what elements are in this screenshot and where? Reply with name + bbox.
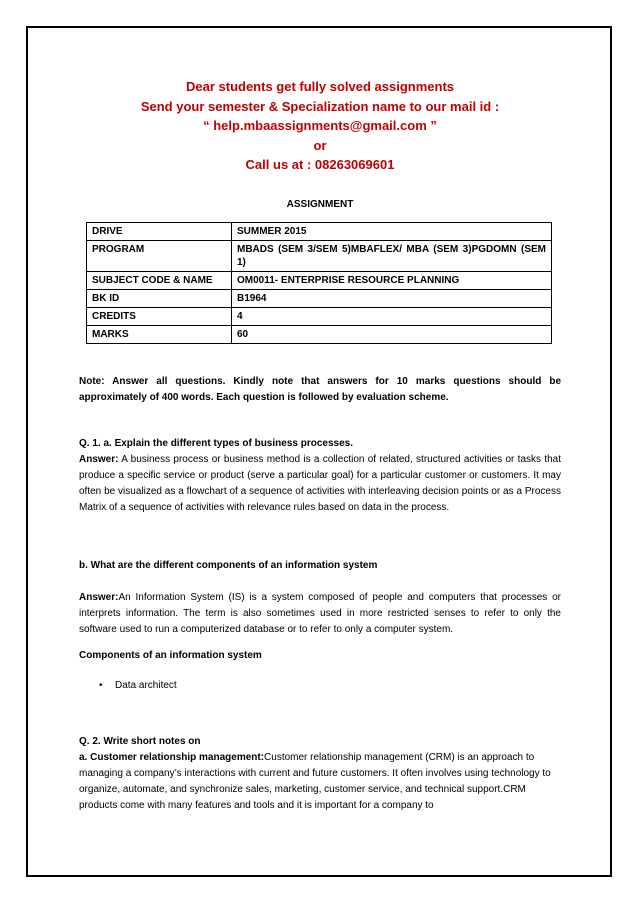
table-key: MARKS [87, 326, 232, 344]
promo-line-1: Dear students get fully solved assignments [185, 79, 455, 94]
table-value: MBADS (SEM 3/SEM 5)MBAFLEX/ MBA (SEM 3)PGDOMN (SEM 1) [232, 241, 552, 272]
table-value: 60 [232, 326, 552, 344]
table-value: SUMMER 2015 [232, 223, 552, 241]
table-value: 4 [232, 308, 552, 326]
table-key: SUBJECT CODE & NAME [87, 272, 232, 290]
table-key: DRIVE [87, 223, 232, 241]
table-row [87, 308, 552, 326]
q1a-question: Q. 1. a. Explain the different types of business processes. [79, 438, 353, 449]
table-value: B1964 [232, 290, 552, 308]
list-item [99, 678, 561, 694]
table-row [87, 326, 552, 344]
table-row [87, 223, 552, 241]
bullet-icon: • [99, 680, 103, 691]
answer-text: A business process or business method is a collection of related, structured activities or tasks that produce a specific service or product (serve a particular goal) for a particular customer or customers. It may often be visualized as a flowchart of a sequence of activities with interleaving decision points or as a Process Matrix of a sequence of activities with relevance rules based on data in the process. [79, 454, 561, 513]
answer-text: An Information System (IS) is a system composed of people and computers that processes or interprets information. The term is also sometimes used in more restricted senses to refer to only the software used to run a computerized database or to refer to only a computer system. [79, 592, 561, 635]
promo-phone: Call us at : 08263069601 [245, 157, 395, 172]
note-paragraph: Note: Answer all questions. Kindly note that answers for 10 marks questions should be approximately of 400 words. Each question is followed by evaluation scheme. [79, 376, 561, 403]
answer-label: Answer: [79, 592, 119, 603]
promo-email: “ help.mbaassignments@gmail.com ” [203, 118, 437, 133]
q1a-answer [79, 452, 561, 516]
table-key: PROGRAM [87, 241, 232, 272]
part-a-text: Customer relationship management (CRM) is an approach to managing a company’s interactions with current and future customers. It often involves using technology to organize, automate, and synchronize sales, marketing, customer service, and technical support.CRM products come with many features and tools and it is important for a company to [79, 752, 551, 811]
assignment-info-table [86, 222, 552, 344]
table-key: CREDITS [87, 308, 232, 326]
promo-banner [40, 77, 600, 175]
table-row [87, 290, 552, 308]
q2-question: Q. 2. Write short notes on [79, 736, 201, 747]
assignment-title: ASSIGNMENT [286, 199, 354, 210]
answer-label: Answer: [79, 454, 119, 465]
document-body [79, 374, 561, 814]
table-row [87, 272, 552, 290]
promo-line-2: Send your semester & Specialization name to our mail id : [140, 98, 500, 114]
q2-part-a [79, 750, 561, 814]
promo-or: or [313, 137, 327, 153]
q1b-answer [79, 590, 561, 638]
table-key: BK ID [87, 290, 232, 308]
list-item-text: Data architect [115, 680, 177, 691]
table-row [87, 241, 552, 272]
table-value: OM0011- ENTERPRISE RESOURCE PLANNING [232, 272, 552, 290]
components-heading: Components of an information system [79, 650, 262, 661]
q1b-question: b. What are the different components of an information system [79, 560, 378, 571]
part-a-label: a. Customer relationship management: [79, 752, 265, 763]
